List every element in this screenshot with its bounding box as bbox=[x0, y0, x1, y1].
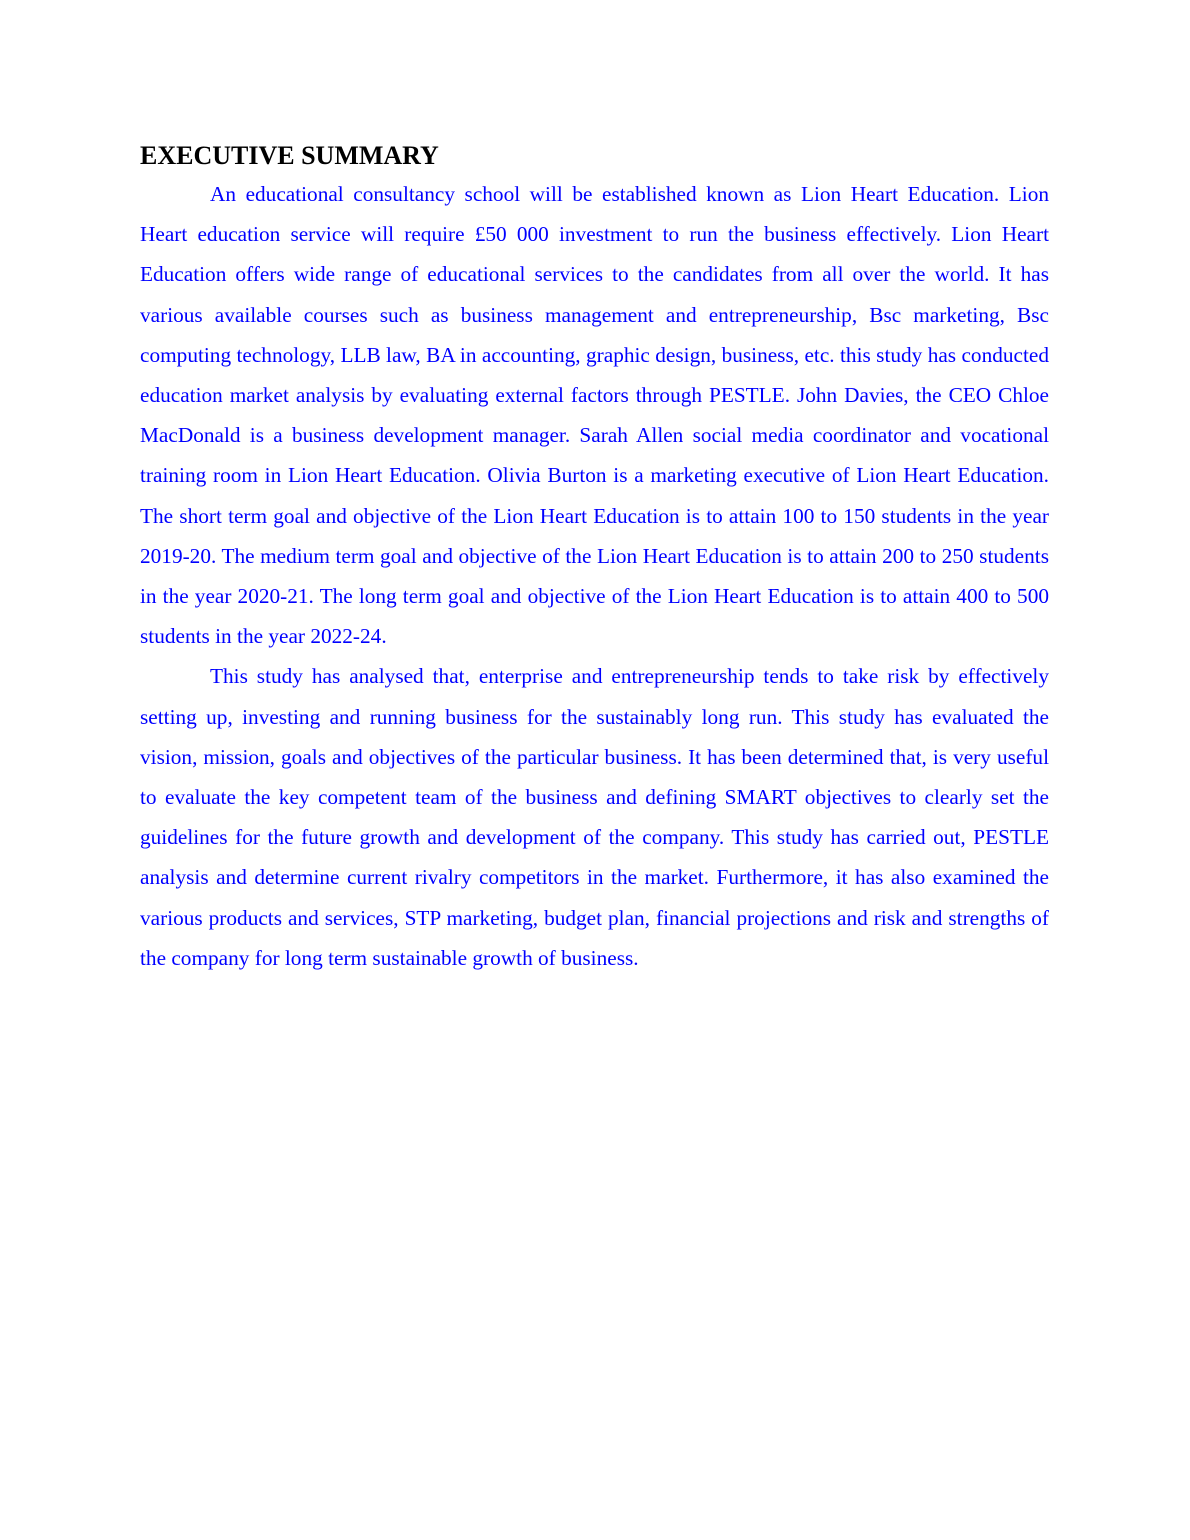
document-content bbox=[140, 140, 1049, 978]
page-title: EXECUTIVE SUMMARY bbox=[140, 141, 439, 170]
paragraph-analysis: This study has analysed that, enterprise and entrepreneurship tends to take risk by effectively setting up, investing and running business for the sustainably long run. This study has evaluated the vision, mission, goals and objectives of the particular business. It has been determined that, is very useful to evaluate the key competent team of the business and defining SMART objectives to clearly set the guidelines for the future growth and development of the company. This study has carried out, PESTLE analysis and determine current rivalry competitors in the market. Furthermore, it has also examined the various products and services, STP marketing, budget plan, financial projections and risk and strengths of the company for long term sustainable growth of business. bbox=[140, 664, 1049, 970]
paragraph-intro: An educational consultancy school will be established known as Lion Heart Education. Lion Heart education service will require £50 000 investment to run the business effectively. Lion Heart Education offers wide range of educational services to the candidates from all over the world. It has various available courses such as business management and entrepreneurship, Bsc marketing, Bsc computing technology, LLB law, BA in accounting, graphic design, business, etc. this study has conducted education market analysis by evaluating external factors through PESTLE. John Davies, the CEO Chloe MacDonald is a business development manager. Sarah Allen social media coordinator and vocational training room in Lion Heart Education. Olivia Burton is a marketing executive of Lion Heart Education. The short term goal and objective of the Lion Heart Education is to attain 100 to 150 students in the year 2019-20. The medium term goal and objective of the Lion Heart Education is to attain 200 to 250 students in the year 2020-21. The long term goal and objective of the Lion Heart Education is to attain 400 to 500 students in the year 2022-24. bbox=[140, 182, 1049, 649]
